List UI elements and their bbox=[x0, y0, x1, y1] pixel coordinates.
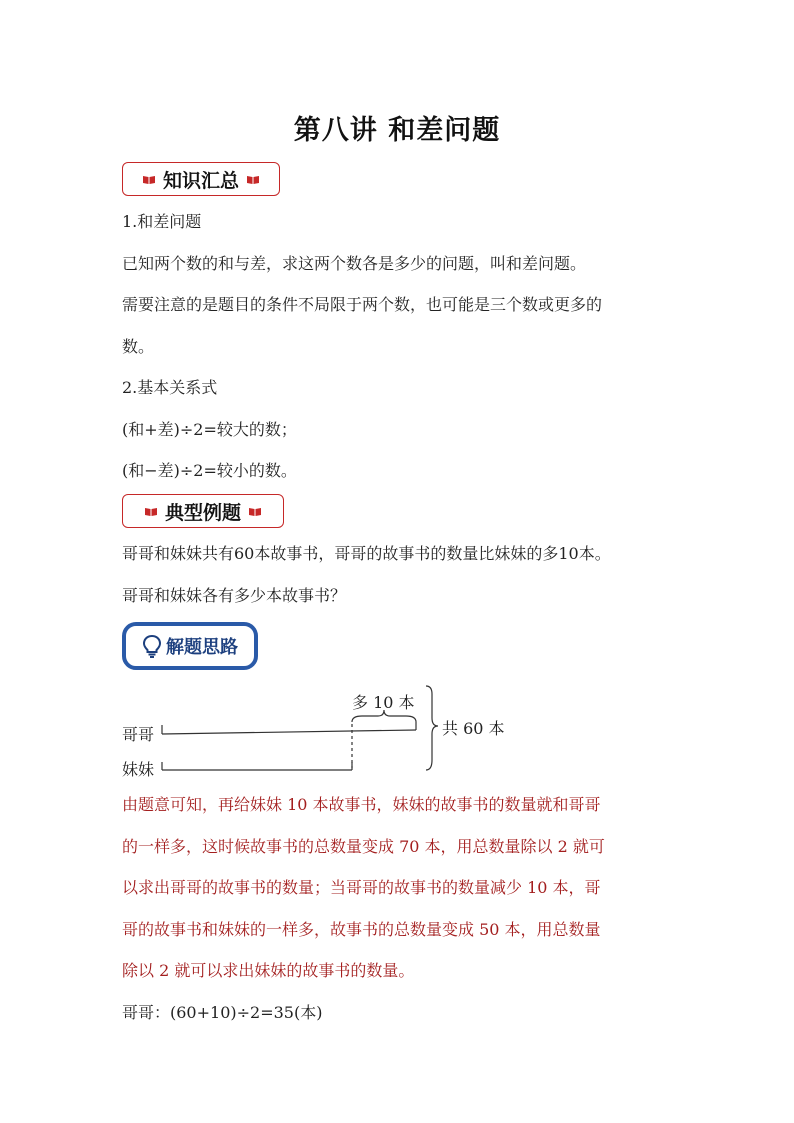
knowledge-item1-text: 数。 bbox=[122, 337, 155, 356]
solution-text: 的一样多，这时候故事书的总数量变成 70 本，用总数量除以 2 就可 bbox=[122, 837, 605, 856]
section-header-knowledge bbox=[122, 162, 280, 196]
formula-larger: (和+差)÷2=较大的数； bbox=[122, 420, 297, 439]
knowledge-item1-text: 需要注意的是题目的条件不局限于两个数，也可能是三个数或更多的 bbox=[122, 295, 603, 314]
example-question: 哥哥和妹妹共有60本故事书，哥哥的故事书的数量比妹妹的多10本。 bbox=[122, 544, 611, 563]
knowledge-item1-heading: 1.和差问题 bbox=[122, 212, 202, 231]
formula-smaller: (和−差)÷2=较小的数。 bbox=[122, 461, 297, 480]
sister-segment bbox=[162, 762, 352, 770]
total-brace bbox=[426, 686, 438, 770]
brother-label: 哥哥 bbox=[122, 725, 155, 744]
book-icon bbox=[247, 175, 259, 184]
section-header-examples bbox=[122, 494, 284, 528]
section-header-label: 典型例题 bbox=[164, 501, 241, 524]
thinking-badge bbox=[122, 622, 258, 670]
section-header-label: 知识汇总 bbox=[162, 169, 239, 192]
thinking-label: 解题思路 bbox=[166, 637, 238, 658]
solution-text: 除以 2 就可以求出妹妹的故事书的数量。 bbox=[122, 961, 415, 980]
answer-brother: 哥哥：(60+10)÷2=35(本) bbox=[122, 1003, 323, 1022]
solution-text: 以求出哥哥的故事书的数量；当哥哥的故事书的数量减少 10 本，哥 bbox=[122, 878, 601, 897]
solution-text: 由题意可知，再给妹妹 10 本故事书，妹妹的故事书的数量就和哥哥 bbox=[122, 795, 601, 814]
brother-segment bbox=[162, 722, 416, 734]
segment-diagram bbox=[150, 680, 450, 780]
solution-text: 哥的故事书和妹妹的一样多，故事书的总数量变成 50 本，用总数量 bbox=[122, 920, 601, 939]
book-icon bbox=[143, 175, 155, 184]
page-title: 第八讲 和差问题 bbox=[293, 115, 501, 146]
book-icon bbox=[249, 507, 261, 516]
book-icon bbox=[145, 507, 157, 516]
knowledge-item1-text: 已知两个数的和与差，求这两个数各是多少的问题，叫和差问题。 bbox=[122, 254, 587, 273]
lightbulb-icon bbox=[142, 634, 162, 658]
example-question: 哥哥和妹妹各有多少本故事书？ bbox=[122, 586, 347, 605]
total-label: 共 60 本 bbox=[442, 719, 505, 738]
sister-label: 妹妹 bbox=[122, 760, 155, 779]
knowledge-item2-heading: 2.基本关系式 bbox=[122, 378, 218, 397]
difference-label: 多 10 本 bbox=[352, 693, 415, 712]
difference-brace bbox=[352, 710, 416, 722]
